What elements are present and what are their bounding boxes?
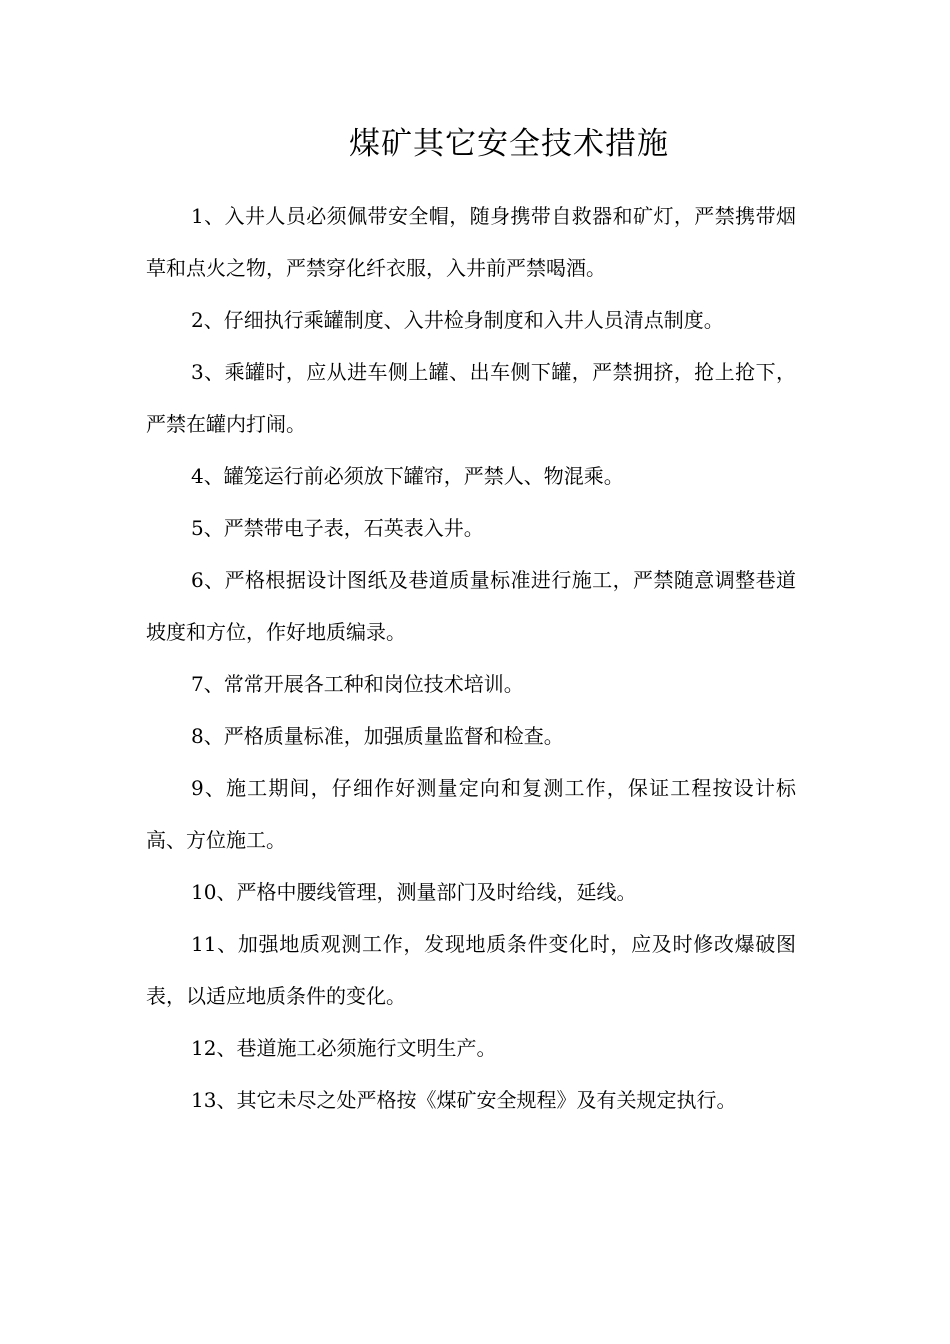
paragraph-9: 9、施工期间，仔细作好测量定向和复测工作，保证工程按设计标高、方位施工。	[146, 776, 796, 852]
document-body	[146, 190, 796, 1126]
paragraph-13: 13、其它未尽之处严格按《煤矿安全规程》及有关规定执行。	[191, 1088, 737, 1112]
paragraph-2: 2、仔细执行乘罐制度、入井检身制度和入井人员清点制度。	[191, 308, 724, 332]
paragraph-1: 1、入井人员必须佩带安全帽，随身携带自救器和矿灯，严禁携带烟草和点火之物，严禁穿化纤衣服，入井前严禁喝酒。	[146, 204, 796, 280]
paragraph-5: 5、严禁带电子表，石英表入井。	[191, 516, 484, 540]
paragraph-4: 4、罐笼运行前必须放下罐帘，严禁人、物混乘。	[191, 464, 624, 488]
paragraph-3: 3、乘罐时，应从进车侧上罐、出车侧下罐，严禁拥挤，抢上抢下，严禁在罐内打闹。	[146, 360, 796, 436]
paragraph-12: 12、巷道施工必须施行文明生产。	[191, 1036, 497, 1060]
paragraph-7: 7、常常开展各工种和岗位技术培训。	[191, 672, 524, 696]
document-title: 煤矿其它安全技术措施	[349, 126, 669, 162]
paragraph-6: 6、严格根据设计图纸及巷道质量标准进行施工，严禁随意调整巷道坡度和方位，作好地质编录。	[146, 568, 796, 644]
paragraph-11: 11、加强地质观测工作，发现地质条件变化时，应及时修改爆破图表，以适应地质条件的变化。	[146, 932, 796, 1008]
paragraph-8: 8、严格质量标准，加强质量监督和检查。	[191, 724, 564, 748]
paragraph-10: 10、严格中腰线管理，测量部门及时给线，延线。	[191, 880, 637, 904]
